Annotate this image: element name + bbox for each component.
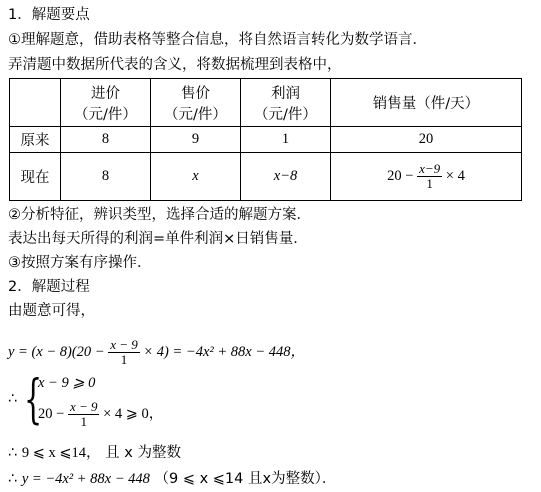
row-label: 现在	[10, 153, 61, 201]
header-cell-cost	[61, 79, 151, 127]
result-line-1	[8, 443, 181, 463]
cell-value: 9	[151, 127, 241, 153]
paragraph-6: 由题意可得，	[8, 303, 95, 319]
result-1-text: 且 x 为整数	[105, 445, 181, 461]
table-row-now	[10, 153, 522, 201]
result-2-math: y = −4x² + 88x − 448	[21, 471, 150, 487]
paragraph-1: ①理解题意，借助表格等整合信息，将自然语言转化为数学语言．	[8, 32, 427, 48]
fraction	[108, 338, 140, 367]
cell-value: 8	[61, 153, 151, 201]
result-1-math: 9 ⩽ x ⩽14，	[21, 445, 101, 461]
therefore-symbol: ∴	[8, 445, 18, 461]
eq1-lhs: y = (x − 8)(20 −	[8, 344, 105, 360]
fraction	[68, 400, 100, 429]
therefore-symbol: ∴	[8, 471, 18, 487]
fraction-denominator: 1	[80, 414, 87, 430]
header-line: 销售量（件/天）	[372, 96, 480, 112]
system-inequality-1: x − 9 ⩾ 0	[38, 375, 96, 391]
paragraph-2: 弄清题中数据所代表的含义，将数据梳理到表格中，	[8, 57, 342, 73]
cell-value: x	[151, 153, 241, 201]
equation-1	[8, 335, 305, 369]
section2-heading: 2．解题过程	[8, 279, 90, 295]
paragraph-3: ②分析特征，辨识类型，选择合适的解题方案．	[8, 207, 311, 223]
header-cell-profit	[241, 79, 331, 127]
sys2-pre: 20 −	[38, 406, 65, 422]
sys2-post: × 4 ⩾ 0，	[103, 406, 164, 422]
row-label: 原来	[10, 127, 61, 153]
header-cell-empty	[10, 79, 61, 127]
table-header-row	[10, 79, 522, 127]
section1-heading: 1．解题要点	[8, 7, 90, 23]
header-unit: （元/件）	[164, 106, 227, 123]
cell-value: x−8	[241, 153, 331, 201]
header-unit: （元/件）	[254, 106, 317, 123]
result-2-text: （9 ⩽ x ⩽14 且x为整数）．	[154, 471, 337, 487]
data-table	[9, 78, 522, 201]
paragraph-5: ③按照方案有序操作．	[8, 255, 152, 271]
fraction	[417, 162, 442, 191]
cell-sales-formula	[331, 153, 522, 201]
header-cell-sales	[331, 79, 522, 127]
eq1-rhs: × 4) = −4x² + 88x − 448，	[143, 344, 305, 360]
header-line: 进价	[91, 85, 120, 102]
header-unit: （元/件）	[74, 106, 137, 123]
brace-icon: {	[24, 370, 43, 430]
fraction-numerator: x − 9	[110, 337, 138, 353]
fraction-numerator: x − 9	[69, 399, 98, 415]
fraction-denominator: 1	[426, 176, 433, 191]
formula-suffix: × 4	[445, 167, 465, 184]
paragraph-4: 表达出每天所得的利润=单件利润×日销售量．	[8, 231, 308, 247]
system-inequality-2	[38, 397, 163, 431]
fraction-numerator: x−9	[419, 161, 441, 176]
table-row-original	[10, 127, 522, 153]
header-line: 利润	[271, 85, 300, 102]
cell-value: 20	[331, 127, 522, 153]
formula-prefix: 20 −	[387, 167, 414, 184]
cell-value: 1	[241, 127, 331, 153]
header-cell-price	[151, 79, 241, 127]
cell-value: 8	[61, 127, 151, 153]
therefore-symbol: ∴	[8, 391, 18, 407]
result-line-2	[8, 469, 336, 489]
header-line: 售价	[181, 85, 210, 102]
fraction-denominator: 1	[120, 352, 128, 368]
